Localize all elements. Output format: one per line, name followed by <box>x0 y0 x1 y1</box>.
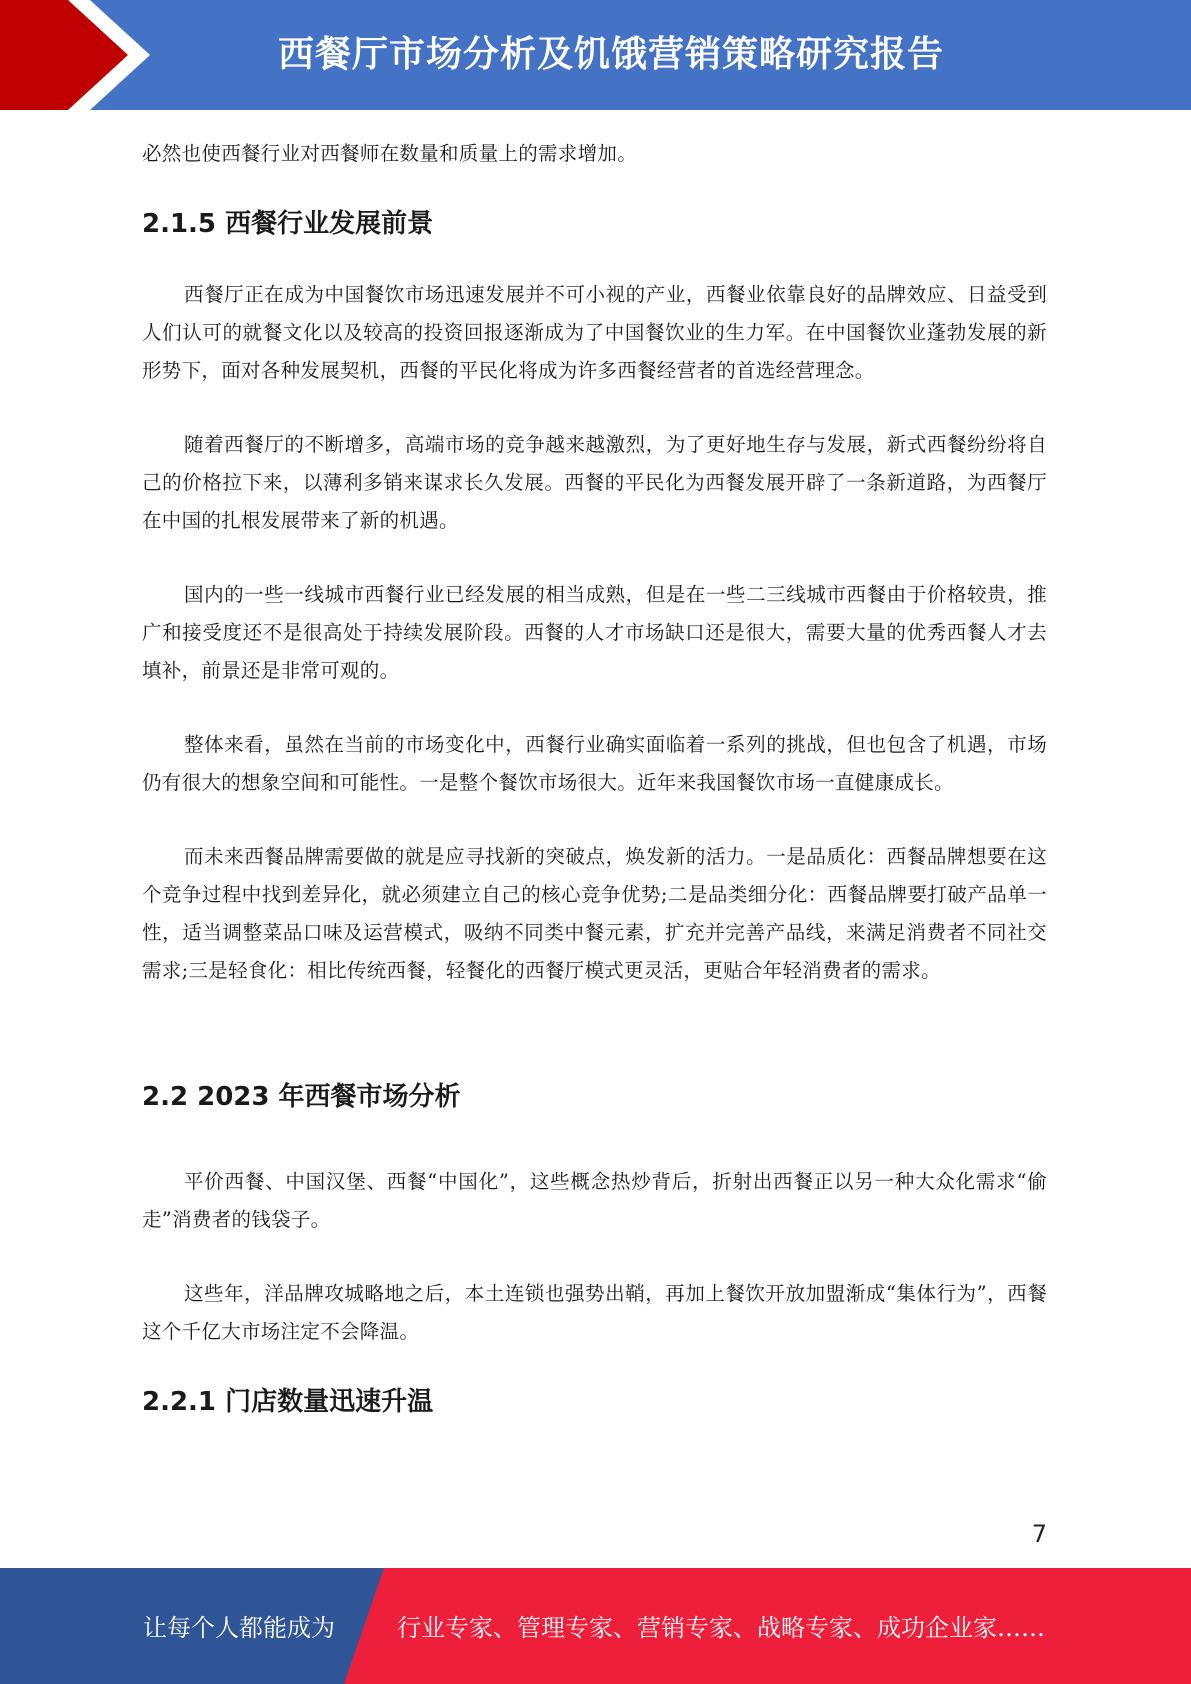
page-footer <box>0 1568 1191 1684</box>
page-header <box>0 0 1191 110</box>
paragraph: 必然也使西餐行业对西餐师在数量和质量上的需求增加。 <box>142 142 638 165</box>
section-heading-2-2: 2.2 2023 年西餐市场分析 <box>142 1082 461 1112</box>
paragraph: 整体来看，虽然在当前的市场变化中，西餐行业确实面临着一系列的挑战，但也包含了机遇，市场仍有很大的想象空间和可能性。一是整个餐饮市场很大。近年来我国餐饮市场一直健康成长。 <box>142 733 1047 794</box>
paragraph: 而未来西餐品牌需要做的就是应寻找新的突破点，焕发新的活力。一是品质化：西餐品牌想要在这个竞争过程中找到差异化，就必须建立自己的核心竞争优势;二是品类细分化：西餐品牌要打破产品单一性，适当调整菜品口味及运营模式，吸纳不同类中餐元素，扩充并完善产品线，来满足消费者不同社交需求;三是轻食化：相比传统西餐，轻餐化的西餐厅模式更灵活，更贴合年轻消费者的需求。 <box>142 845 1047 982</box>
footer-slogan-right: 行业专家、管理专家、营销专家、战略专家、成功企业家…… <box>397 1614 1045 1642</box>
section-heading-2-2-1: 2.2.1 门店数量迅速升温 <box>142 1387 434 1417</box>
page-number: 7 <box>1031 1520 1047 1548</box>
footer-slogan-left: 让每个人都能成为 <box>143 1614 335 1642</box>
paragraph: 这些年，洋品牌攻城略地之后，本土连锁也强势出鞘，再加上餐饮开放加盟渐成“集体行为”，西餐这个千亿大市场注定不会降温。 <box>142 1282 1047 1343</box>
document-title: 西餐厅市场分析及饥饿营销策略研究报告 <box>278 34 945 75</box>
paragraph: 国内的一些一线城市西餐行业已经发展的相当成熟，但是在一些二三线城市西餐由于价格较贵，推广和接受度还不是很高处于持续发展阶段。西餐的人才市场缺口还是很大，需要大量的优秀西餐人才去填补，前景还是非常可观的。 <box>142 583 1047 682</box>
section-heading-2-1-5: 2.1.5 西餐行业发展前景 <box>142 209 434 239</box>
paragraph: 随着西餐厅的不断增多，高端市场的竞争越来越激烈，为了更好地生存与发展，新式西餐纷纷将自己的价格拉下来，以薄利多销来谋求长久发展。西餐的平民化为西餐发展开辟了一条新道路，为西餐厅在中国的扎根发展带来了新的机遇。 <box>142 433 1047 532</box>
paragraph: 平价西餐、中国汉堡、西餐“中国化”，这些概念热炒背后，折射出西餐正以另一种大众化需求“偷走”消费者的钱袋子。 <box>142 1170 1047 1231</box>
document-body <box>142 135 1047 1418</box>
paragraph: 西餐厅正在成为中国餐饮市场迅速发展并不可小视的产业，西餐业依靠良好的品牌效应、日益受到人们认可的就餐文化以及较高的投资回报逐渐成为了中国餐饮业的生力军。在中国餐饮业蓬勃发展的新形势下，面对各种发展契机，西餐的平民化将成为许多西餐经营者的首选经营理念。 <box>142 283 1047 382</box>
